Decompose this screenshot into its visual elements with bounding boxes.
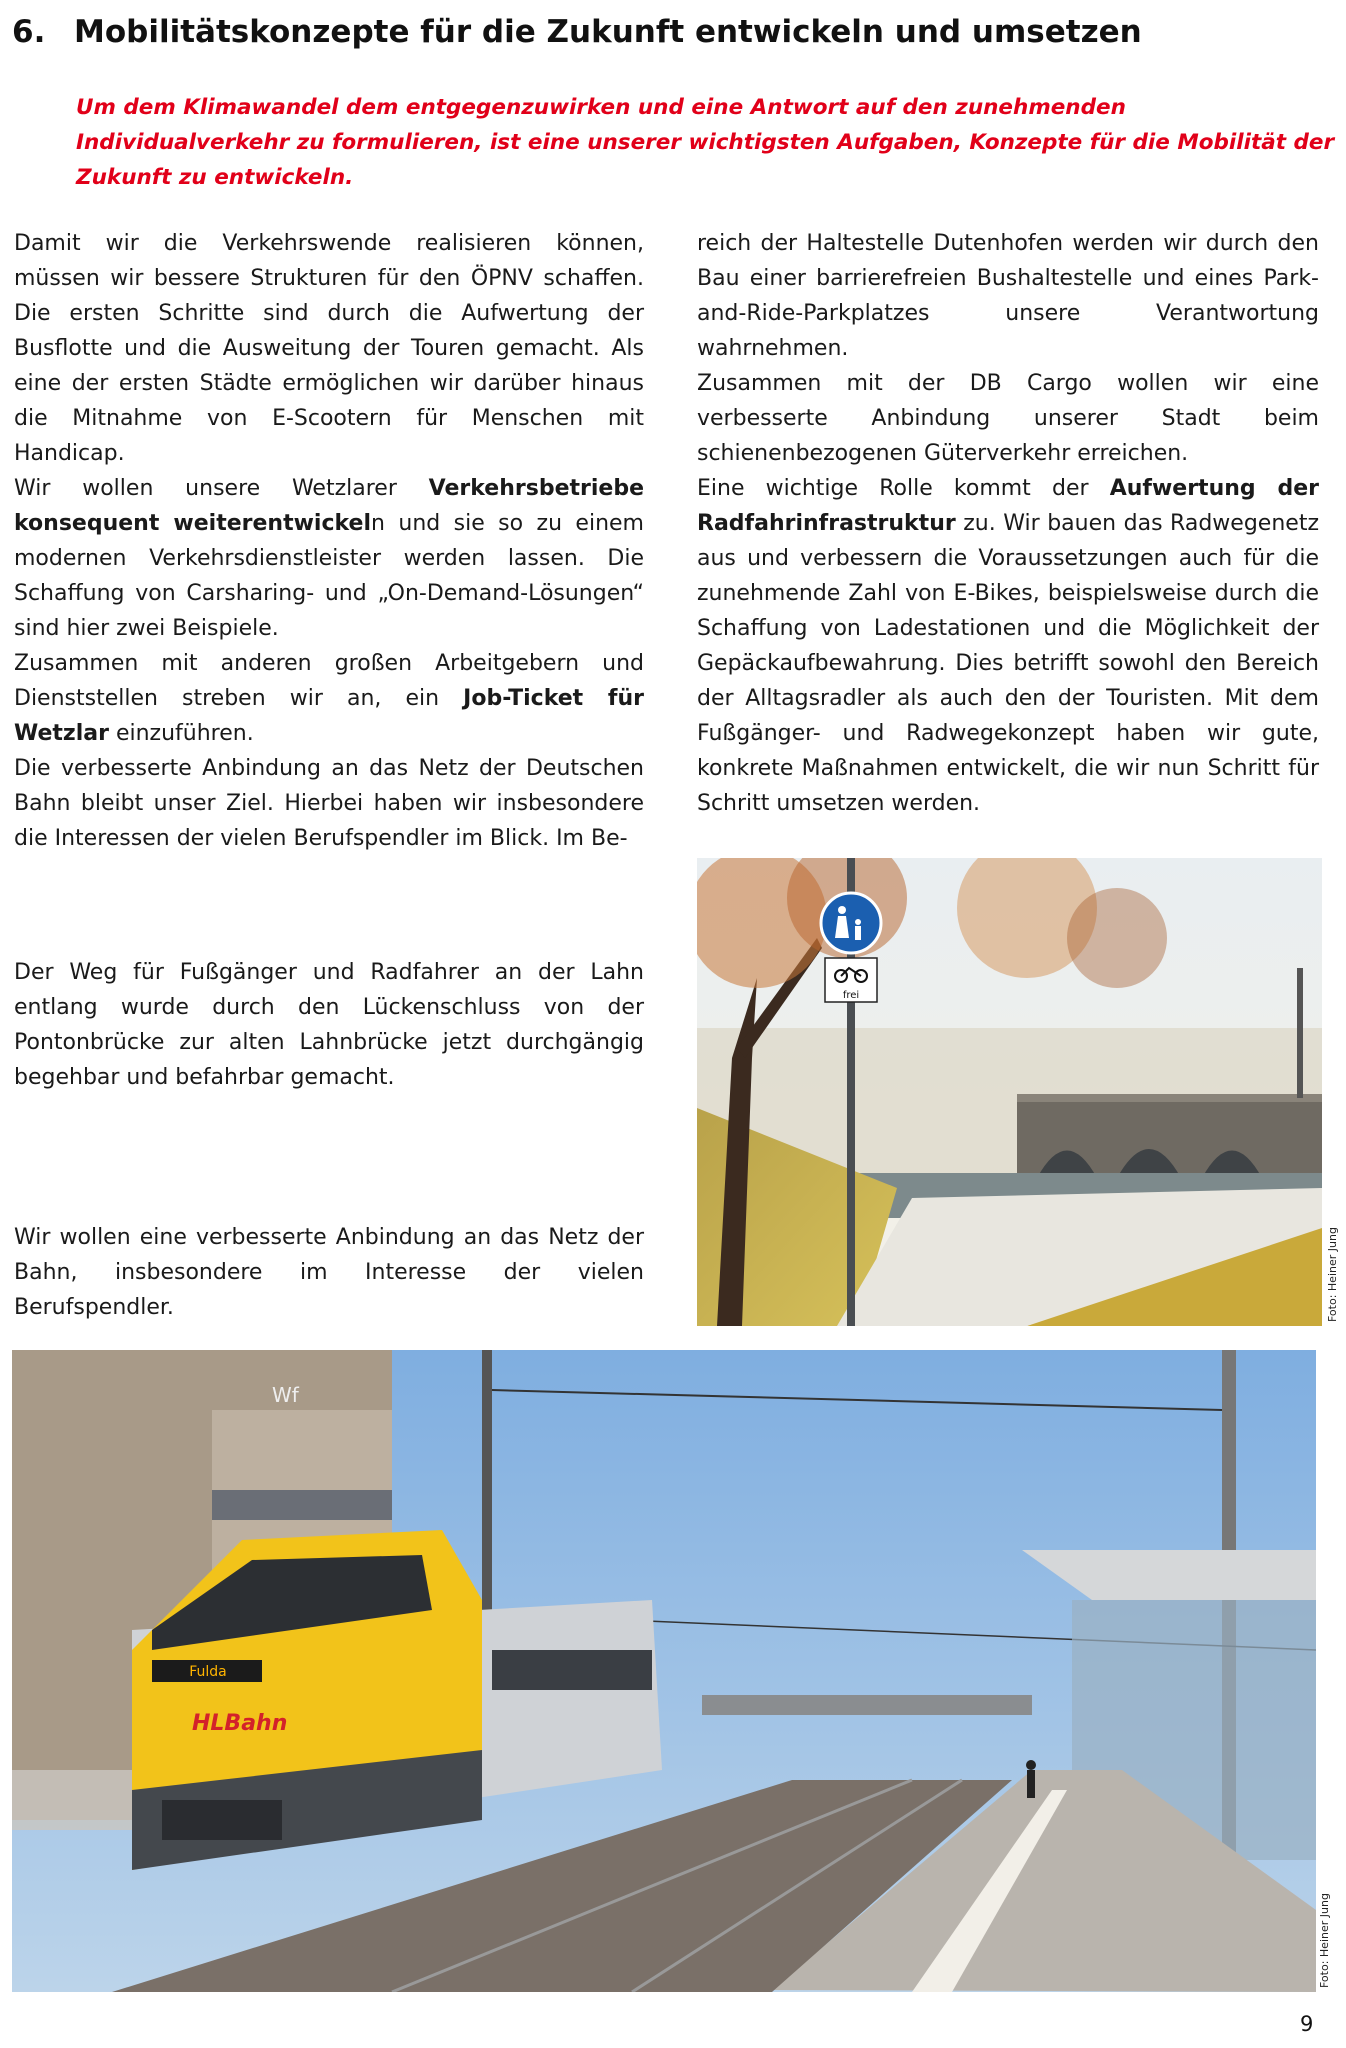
sign-text: frei <box>842 990 860 1001</box>
bridge-path-photo <box>697 858 1322 1326</box>
paragraph: reich der Haltestelle Dutenhofen werden wir durch den Bau einer barrierefreien Bushaltestelle und eines Park-and-Ride-Parkplatzes unsere Verantwortung wahrnehmen. <box>697 231 1319 361</box>
photo-caption-bridge: Der Weg für Fußgänger und Radfahrer an der Lahn entlang wurde durch den Lückenschluss von der Pontonbrücke zur alten Lahnbrücke jetzt durchgängig begehbar und befahrbar gemacht. <box>14 960 644 1090</box>
left-column <box>14 226 644 856</box>
section-heading <box>12 10 1332 54</box>
train-brand: HLBahn <box>192 1711 288 1736</box>
section-number: 6. <box>12 14 46 50</box>
bold-phrase: Job-Ticket für Wetzlar <box>14 686 644 746</box>
photo-caption-train: Wir wollen eine verbesserte Anbindung an das Netz der Bahn, insbesondere im Interesse der vielen Berufspendler. <box>14 1225 644 1320</box>
bold-phrase: Aufwertung der Radfahrinfrastruktur <box>697 476 1320 536</box>
paragraph: Die verbesserte Anbindung an das Netz der Deutschen Bahn bleibt unser Ziel. Hierbei haben wir insbesondere die Interessen der vielen Berufspendler im Blick. Im Be- <box>14 756 644 851</box>
paragraph: Eine wichtige Rolle kommt der Aufwertung der Radfahrinfrastruktur zu. Wir bauen das Radwegenetz aus und verbessern die Voraussetzungen auch für die zunehmende Zahl von E-Bikes, beispielsweise durch die Schaffung von Ladestationen und die Möglichkeit der Gepäckaufbewahrung. Dies betrifft sowohl den Bereich der Alltagsradler als auch den der Touristen. Mit dem Fußgänger- und Radwegekonzept haben wir gute, konkrete Maßnahmen entwickelt, die wir nun Schritt für Schritt umsetzen werden. <box>697 476 1320 816</box>
destination-display: Fulda <box>189 1664 227 1680</box>
page-number: 9 <box>1300 2012 1314 2036</box>
photo-credit-bridge: Foto: Heiner Jung <box>1326 1227 1339 1322</box>
paragraph: Zusammen mit der DB Cargo wollen wir eine verbesserte Anbindung unserer Stadt beim schienenbezogenen Güterverkehr erreichen. <box>697 371 1319 466</box>
building-sign: Wf <box>272 1383 299 1407</box>
paragraph: Damit wir die Verkehrswende realisieren können, müssen wir bessere Strukturen für den ÖPNV schaffen. Die ersten Schritte sind durch die Aufwertung der Busflotte und die Ausweitung der Touren gemacht. Als eine der ersten Städte ermöglichen wir darüber hinaus die Mitnahme von E-Scootern für Menschen mit Handicap. <box>14 231 644 466</box>
bold-phrase: Verkehrsbetriebe konsequent weiterentwickel <box>14 476 644 536</box>
paragraph: Zusammen mit anderen großen Arbeitgebern und Dienststellen streben wir an, ein Job-Ticket für Wetzlar einzuführen. <box>14 651 644 746</box>
photo-credit-train: Foto: Heiner Jung <box>1318 1893 1331 1988</box>
right-column <box>697 226 1319 821</box>
section-title: Mobilitätskonzepte für die Zukunft entwickeln und umsetzen <box>74 14 1142 50</box>
intro-text: Um dem Klimawandel dem entgegenzuwirken und eine Antwort auf den zunehmenden Individualverkehr zu formulieren, ist eine unserer wichtigsten Aufgaben, Konzepte für die Mobilität der Zukunft zu entwickeln. <box>76 95 1335 190</box>
train-station-photo <box>12 1350 1316 1992</box>
paragraph: Wir wollen unsere Wetzlarer Verkehrsbetriebe konsequent weiterentwickeln und sie so zu einem modernen Verkehrsdienstleister werden lassen. Die Schaffung von Carsharing- und „On-Demand-Lösungen“ sind hier zwei Beispiele. <box>14 476 644 641</box>
